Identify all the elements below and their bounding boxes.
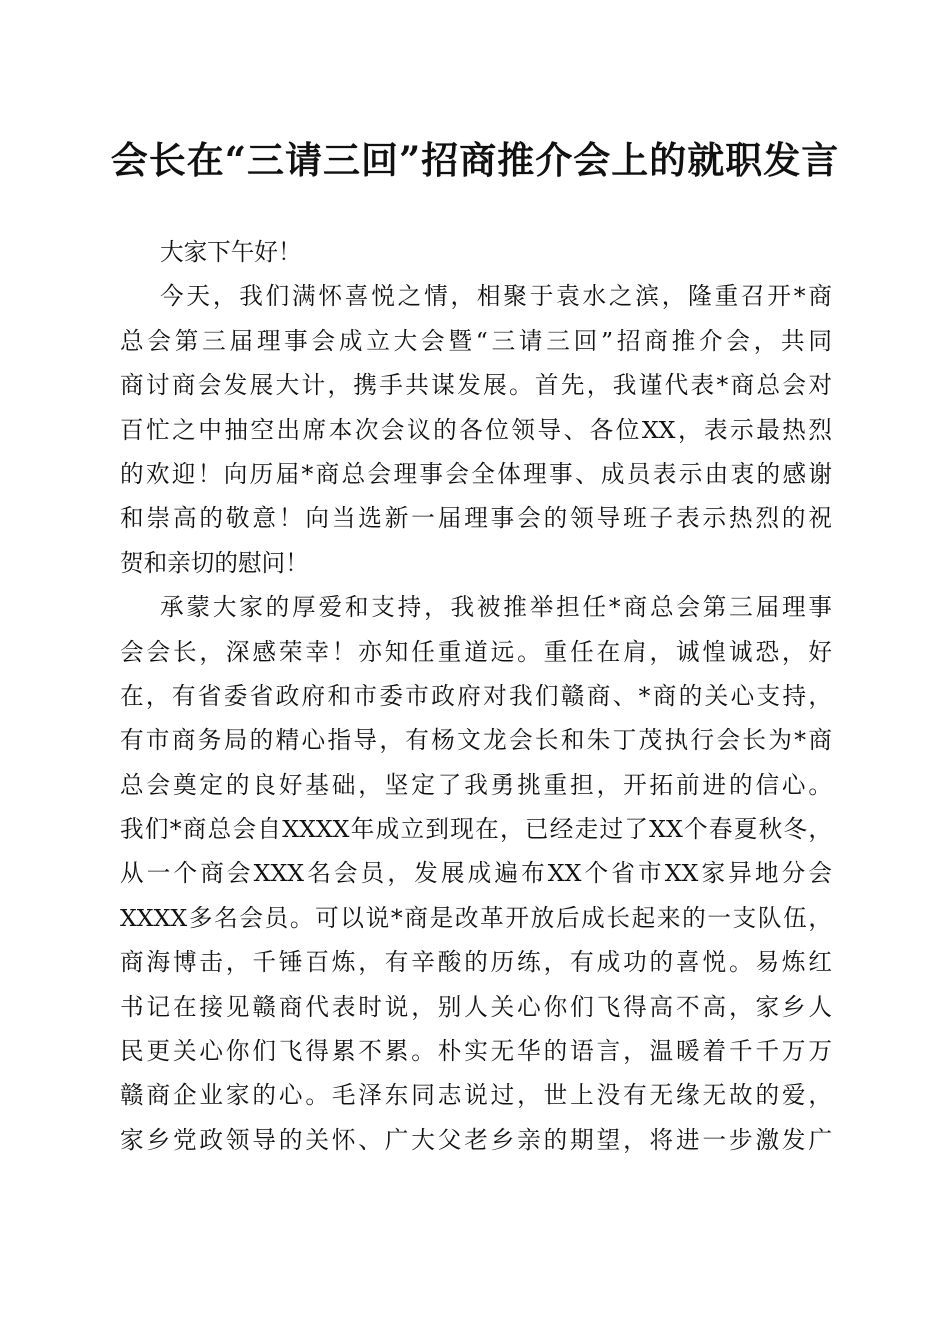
text-line: 我们*商总会自XXXX年成立到现在，已经走过了XX个春夏秋冬， <box>120 815 832 844</box>
paragraph-opening <box>120 274 832 585</box>
document-title: 会长在“三请三回”招商推介会上的就职发言 <box>110 138 840 182</box>
greeting-paragraph <box>120 230 832 274</box>
text-line: 赣商企业家的心。毛泽东同志说过，世上没有无缘无故的爱， <box>120 1081 832 1110</box>
text-line: 民更关心你们飞得累不累。朴实无华的语言，温暖着千千万万 <box>120 1037 832 1066</box>
text-line: 商讨商会发展大计，携手共谋发展。首先，我谨代表*商总会对 <box>120 371 832 400</box>
text-line: 贺和亲切的慰问！ <box>120 548 309 577</box>
text-line: 会会长，深感荣幸！亦知任重道远。重任在肩，诚惶诚恐，好 <box>120 637 832 666</box>
document-body <box>120 230 832 1162</box>
text-line: 商海博击，千锤百炼，有辛酸的历练，有成功的喜悦。易炼红 <box>120 948 832 977</box>
text-line: 有市商务局的精心指导，有杨文龙会长和朱丁茂执行会长为*商 <box>120 726 832 755</box>
text-line: 从一个商会XXX名会员，发展成遍布XX个省市XX家异地分会 <box>120 859 832 888</box>
text-line: 的欢迎！向历届*商总会理事会全体理事、成员表示由衷的感谢 <box>120 459 832 488</box>
text-line: 承蒙大家的厚爱和支持，我被推举担任*商总会第三届理事 <box>160 593 832 622</box>
paragraph-acceptance <box>120 585 832 1162</box>
text-line: 总会奠定的良好基础，坚定了我勇挑重担，开拓前进的信心。 <box>120 770 832 799</box>
text-line: 在，有省委省政府和市委市政府对我们赣商、*商的关心支持， <box>120 681 832 710</box>
text-line: 大家下午好！ <box>160 238 302 266</box>
text-line: XXXX多名会员。可以说*商是改革开放后成长起来的一支队伍， <box>120 903 832 932</box>
text-line: 家乡党政领导的关怀、广大父老乡亲的期望，将进一步激发广 <box>120 1125 832 1154</box>
text-line: 总会第三届理事会成立大会暨“三请三回”招商推介会，共同 <box>120 326 832 355</box>
text-line: 书记在接见赣商代表时说，别人关心你们飞得高不高，家乡人 <box>120 992 832 1021</box>
text-line: 百忙之中抽空出席本次会议的各位领导、各位XX，表示最热烈 <box>120 415 832 444</box>
text-line: 和崇高的敬意！向当选新一届理事会的领导班子表示热烈的祝 <box>120 504 832 533</box>
text-line: 今天，我们满怀喜悦之情，相聚于袁水之滨，隆重召开*商 <box>160 282 832 311</box>
